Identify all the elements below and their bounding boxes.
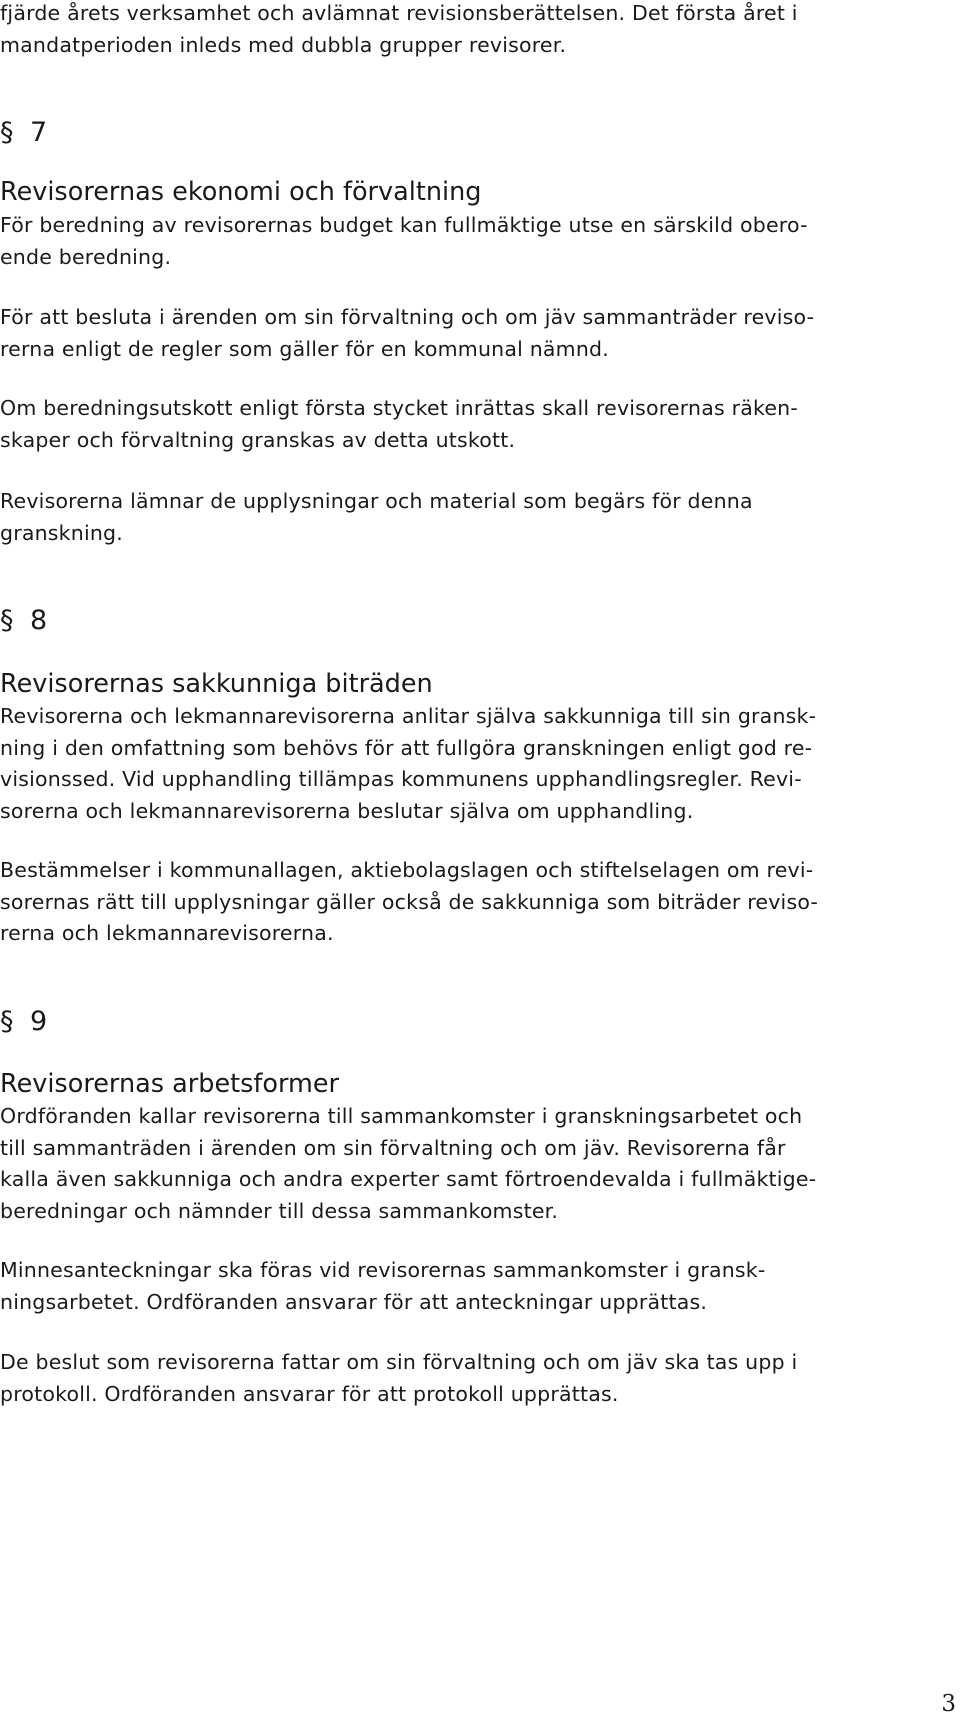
section-number: 7 xyxy=(30,117,48,148)
section-8-marker xyxy=(0,604,47,638)
section-9-heading: Revisorernas arbetsformer xyxy=(0,1069,340,1099)
section-8-paragraph-2: Bestämmelser i kommunallagen, aktiebolagslagen och stiftelselagen om revi- sorernas rätt till upplysningar gäller också de sakkunniga som biträder reviso- rerna och lekmannarevisorerna. xyxy=(0,858,819,945)
section-sign-symbol: § xyxy=(0,605,14,636)
section-sign-symbol: § xyxy=(0,117,14,148)
section-7-paragraph-2: För att besluta i ärenden om sin förvaltning och om jäv sammanträder reviso- rerna enligt de regler som gäller för en kommunal nämnd. xyxy=(0,305,815,361)
page-number: 3 xyxy=(941,1691,956,1717)
section-7-heading: Revisorernas ekonomi och förvaltning xyxy=(0,177,482,207)
section-7-paragraph-3: Om beredningsutskott enligt första stycket inrättas skall revisorernas räken- skaper och förvaltning granskas av detta utskott. xyxy=(0,396,798,452)
section-9-paragraph-3: De beslut som revisorerna fattar om sin förvaltning och om jäv ska tas upp i protokoll. Ordföranden ansvarar för att protokoll upprättas. xyxy=(0,1350,798,1406)
section-8-heading: Revisorernas sakkunniga biträden xyxy=(0,669,433,699)
section-9-paragraph-1: Ordföranden kallar revisorerna till sammankomster i granskningsarbetet och till sammanträden i ärenden om sin förvaltning och om jäv. Revisorerna får kalla även sakkunniga och andra experter samt förtroendevalda i fullmäktige- beredningar och nämnder till dessa sammankomster. xyxy=(0,1104,817,1223)
section-9-paragraph-2: Minnesanteckningar ska föras vid revisorernas sammankomster i gransk- ningsarbetet. Ordföranden ansvarar för att anteckningar upprättas. xyxy=(0,1258,766,1314)
section-sign-symbol: § xyxy=(0,1006,14,1037)
section-9-marker xyxy=(0,1005,47,1039)
section-7-paragraph-1: För beredning av revisorernas budget kan fullmäktige utse en särskild obero- ende beredning. xyxy=(0,213,808,269)
section-number: 9 xyxy=(30,1006,48,1037)
section-8-paragraph-1: Revisorerna och lekmannarevisorerna anlitar själva sakkunniga till sin gransk- ning i den omfattning som behövs för att fullgöra granskningen enligt god re- visionssed. Vid upphandling tillämpas kommunens upphandlingsregler. Revi- sorerna och lekmannarevisorerna beslutar själva om upphandling. xyxy=(0,704,817,823)
section-7-marker xyxy=(0,116,47,150)
intro-paragraph: fjärde årets verksamhet och avlämnat revisionsberättelsen. Det första året i mandatperioden inleds med dubbla grupper revisorer. xyxy=(0,1,798,57)
section-7-paragraph-4: Revisorerna lämnar de upplysningar och material som begärs för denna granskning. xyxy=(0,489,753,545)
section-number: 8 xyxy=(30,605,48,636)
